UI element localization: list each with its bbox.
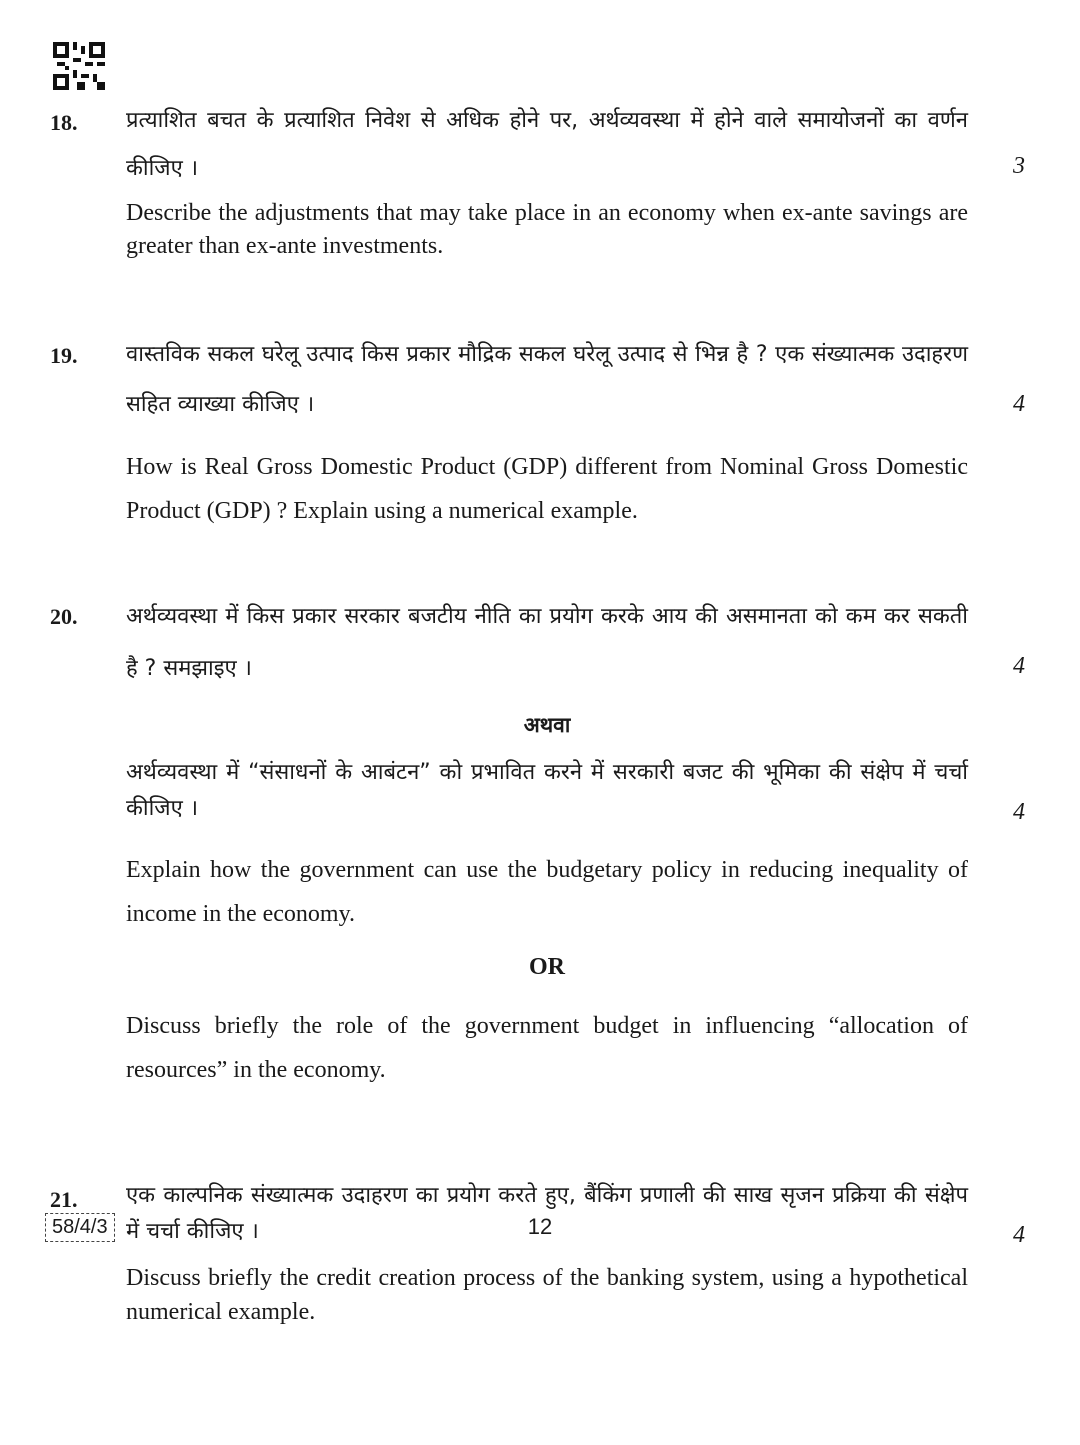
- page-number: 12: [527, 1214, 553, 1239]
- question-text-hindi: अर्थव्यवस्था में किस प्रकार सरकार बजटीय नीति का प्रयोग करके आय की असमानता को कम कर सकती है ? समझाइए ।: [126, 604, 968, 681]
- alternative-question-text-english: Discuss briefly the role of the government budget in influencing “allocation of resources” in the economy.: [126, 1013, 968, 1083]
- question-number: 19.: [50, 343, 78, 368]
- question-text-english: Discuss briefly the credit creation process of the banking system, using a hypothetical numerical example.: [126, 1265, 968, 1325]
- question-text-hindi: वास्तविक सकल घरेलू उत्पाद किस प्रकार मौद्रिक सकल घरेलू उत्पाद से भिन्न है ? एक संख्यात्मक उदाहरण सहित व्याख्या कीजिए ।: [126, 342, 968, 417]
- marks: 3: [1013, 153, 1025, 179]
- or-separator-hindi: अथवा: [523, 713, 571, 737]
- question-number: 21.: [50, 1187, 78, 1212]
- qr-code-icon: [53, 42, 105, 90]
- question-text-english: Explain how the government can use the budgetary policy in reducing inequality of income in the economy.: [126, 857, 968, 927]
- question-number: 20.: [50, 604, 78, 629]
- marks: 4: [1013, 1222, 1025, 1248]
- marks: 4: [1013, 391, 1025, 417]
- question-text-hindi: एक काल्पनिक संख्यात्मक उदाहरण का प्रयोग करते हुए, बैंकिंग प्रणाली की साख सृजन प्रक्रिया की संक्षेप में चर्चा कीजिए ।: [126, 1183, 968, 1244]
- question-text-english: Describe the adjustments that may take place in an economy when ex-ante savings are greater than ex-ante investments.: [126, 200, 968, 259]
- marks: 4: [1013, 653, 1025, 679]
- paper-code: 58/4/3: [45, 1213, 115, 1242]
- question-text-english: How is Real Gross Domestic Product (GDP) different from Nominal Gross Domestic Product (GDP) ? Explain using a numerical example.: [126, 454, 968, 524]
- question-number: 18.: [50, 110, 78, 135]
- question-text-hindi: प्रत्याशित बचत के प्रत्याशित निवेश से अधिक होने पर, अर्थव्यवस्था में होने वाले समायोजनों का वर्णन कीजिए ।: [126, 108, 968, 181]
- alternative-marks: 4: [1013, 799, 1025, 825]
- or-separator-english: OR: [529, 954, 565, 980]
- alternative-question-text-hindi: अर्थव्यवस्था में “संसाधनों के आबंटन” को प्रभावित करने में सरकारी बजट की भूमिका की संक्षेप में चर्चा कीजिए ।: [126, 760, 968, 821]
